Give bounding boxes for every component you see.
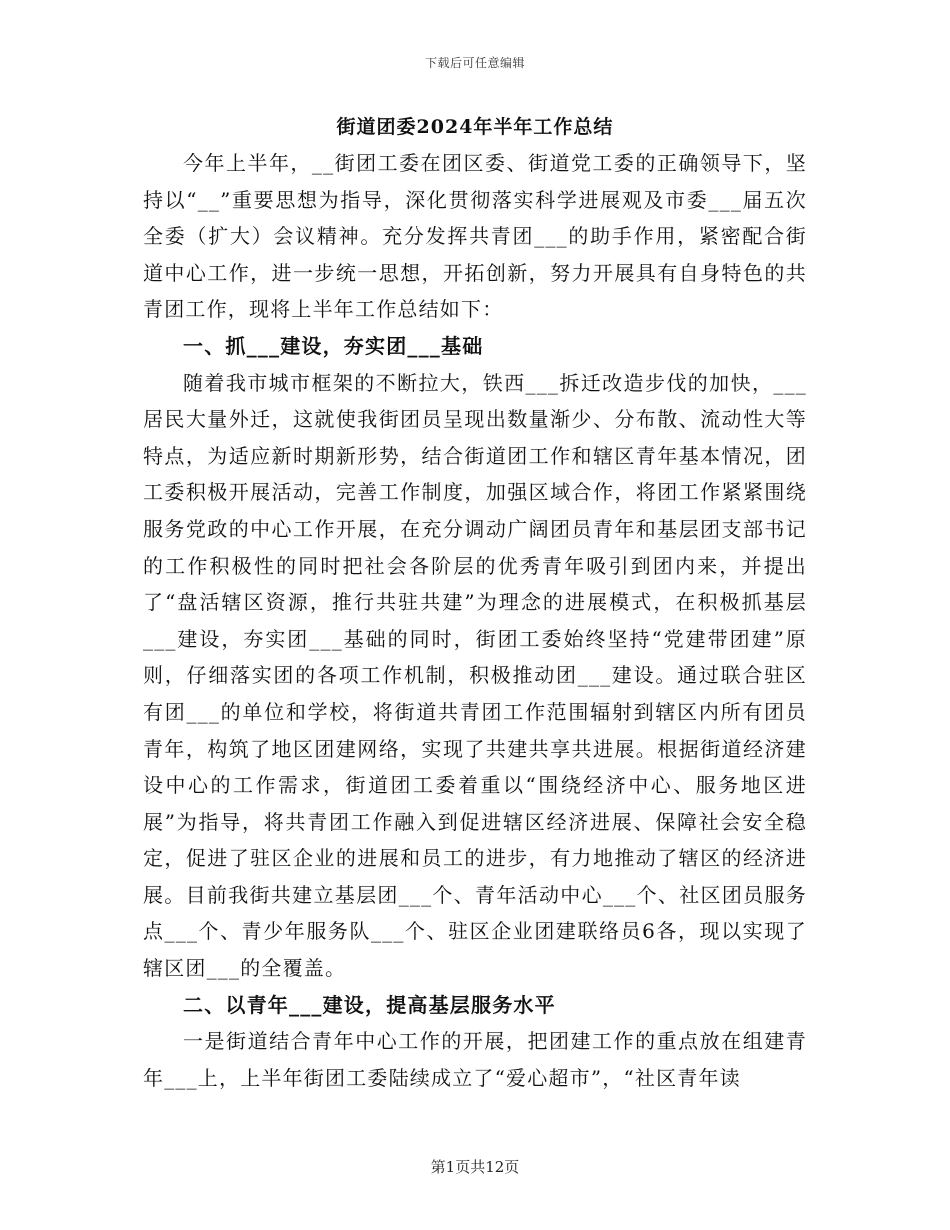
header-note: 下载后可任意编辑 [424, 56, 525, 70]
page-number: 第1页共12页 [430, 1158, 520, 1176]
section-2-heading: 二、以青年___建设，提高基层服务水平 [183, 992, 556, 1017]
document-title: 街道团委2024年半年工作总结 [336, 116, 614, 138]
section-2-paragraph: 一是街道结合青年中心工作的开展，把团建工作的重点放在组建青年___上，上半年街团工委陆续成立了“爱心超市”，“社区青年读 [143, 1029, 807, 1090]
section-1-heading: 一、抓___建设，夯实团___基础 [183, 333, 484, 358]
document-body [143, 145, 807, 1096]
section-1-paragraph: 随着我市城市框架的不断拉大，铁西___拆迁改造步伐的加快，___居民大量外迁，这就使我街团员呈现出数量渐少、分布散、流动性大等特点，为适应新时期新形势，结合街道团工作和辖区青年基本情况，团工委积极开展活动，完善工作制度，加强区域合作，将团工作紧紧围绕服务党政的中心工作开展，在充分调动广阔团员青年和基层团支部书记的工作积极性的同时把社会各阶层的优秀青年吸引到团内来，并提出了“盘活辖区资源，推行共驻共建”为理念的进展模式，在积极抓基层___建设，夯实团___基础的同时，街团工委始终坚持“党建带团建”原则，仔细落实团的各项工作机制，积极推动团___建设。通过联合驻区有团___的单位和学校，将街道共青团工作范围辐射到辖区内所有团员青年，构筑了地区团建网络，实现了共建共享共进展。根据街道经济建设中心的工作需求，街道团工委着重以“围绕经济中心、服务地区进展”为指导，将共青团工作融入到促进辖区经济进展、保障社会安全稳定，促进了驻区企业的进展和员工的进步，有力地推动了辖区的经济进展。目前我街共建立基层团___个、青年活动中心___个、社区团员服务点___个、青少年服务队___个、驻区企业团建联络员6各，现以实现了辖区团___的全覆盖。 [143, 370, 807, 981]
intro-paragraph: 今年上半年，__街团工委在团区委、街道党工委的正确领导下，坚持以“__”重要思想为指导，深化贯彻落实科学进展观及市委___届五次全委（扩大）会议精神。充分发挥共青团___的助手作用，紧密配合街道中心工作，进一步统一思想，开拓创新，努力开展具有自身特色的共青团工作，现将上半年工作总结如下： [143, 151, 807, 322]
